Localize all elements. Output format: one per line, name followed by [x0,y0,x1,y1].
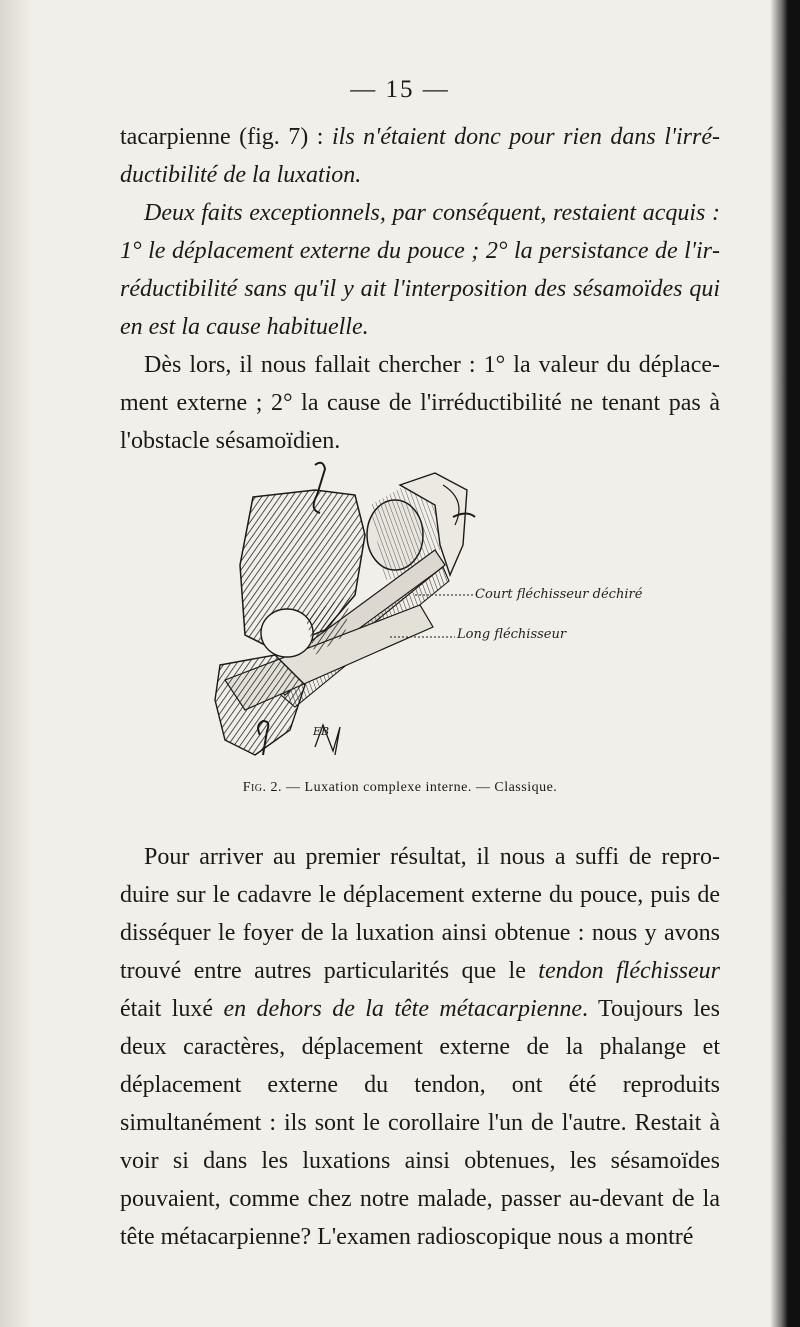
scan-right-edge [770,0,800,1327]
paragraph-first-result [120,838,720,1256]
paragraph-search: Dès lors, il nous fallait chercher : 1° la valeur du déplacement externe ; 2° la cause de l'irréductibilité ne tenant pas à l'obstacle sésamoïdien. [120,352,720,454]
p4-segment-a: Pour arriver au premier résultat, il nous a suffi de reproduire sur le cadavre le déplacement externe du pouce, puis de disséquer le foyer de la luxation ainsi obtenue : nous y avons trouvé entre autres particularités que le [120,844,720,984]
paragraph-exceptional-facts: Deux faits exceptionnels, par conséquent, restaient acquis : 1° le déplacement externe du pouce ; 2° la persistance de l'irréductibilité sans qu'il y ait l'interposition des sésamoïdes qui en est la cause habituelle. [120,200,720,340]
artist-signature: EB [313,725,330,738]
dissection-drawing [205,455,625,785]
page-number: — 15 — [350,76,450,103]
paragraph-continuation [120,118,720,194]
caption-figure-number: Fig. 2. [242,780,283,795]
label-court-flechisseur: Court fléchisseur déchiré [475,587,643,602]
p4-segment-b: tendon fléchisseur [538,958,720,984]
paragraph-1-italic: ils n'étaient donc pour rien dans l'irréductibilité de la luxation. [120,124,720,188]
scan-left-margin [0,0,34,1327]
text-block-top [120,118,720,460]
text-block-bottom [120,838,720,1256]
p4-segment-d: en dehors de la tête métacarpienne [223,996,582,1022]
p4-segment-c: était luxé [120,996,224,1022]
caption-text: — Luxation complexe interne. — Classique. [282,780,558,795]
p4-segment-e: . Toujours les deux caractères, déplacement externe de la phalange et déplacement externe du tendon, ont été reproduits simultanément : ils sont le corollaire l'un de l'autre. Restait à voir si dans les luxations ainsi obtenues, les sésamoïdes pouvaient, comme chez notre malade, passer au-devant de la tête métacarpienne? L'examen radioscopique nous a montré [120,996,721,1250]
figure-caption [0,780,800,796]
label-long-flechisseur: Long fléchisseur [457,627,567,642]
paragraph-1-roman: tacarpienne (fig. 7) : [120,124,332,150]
anatomical-figure [205,455,643,790]
